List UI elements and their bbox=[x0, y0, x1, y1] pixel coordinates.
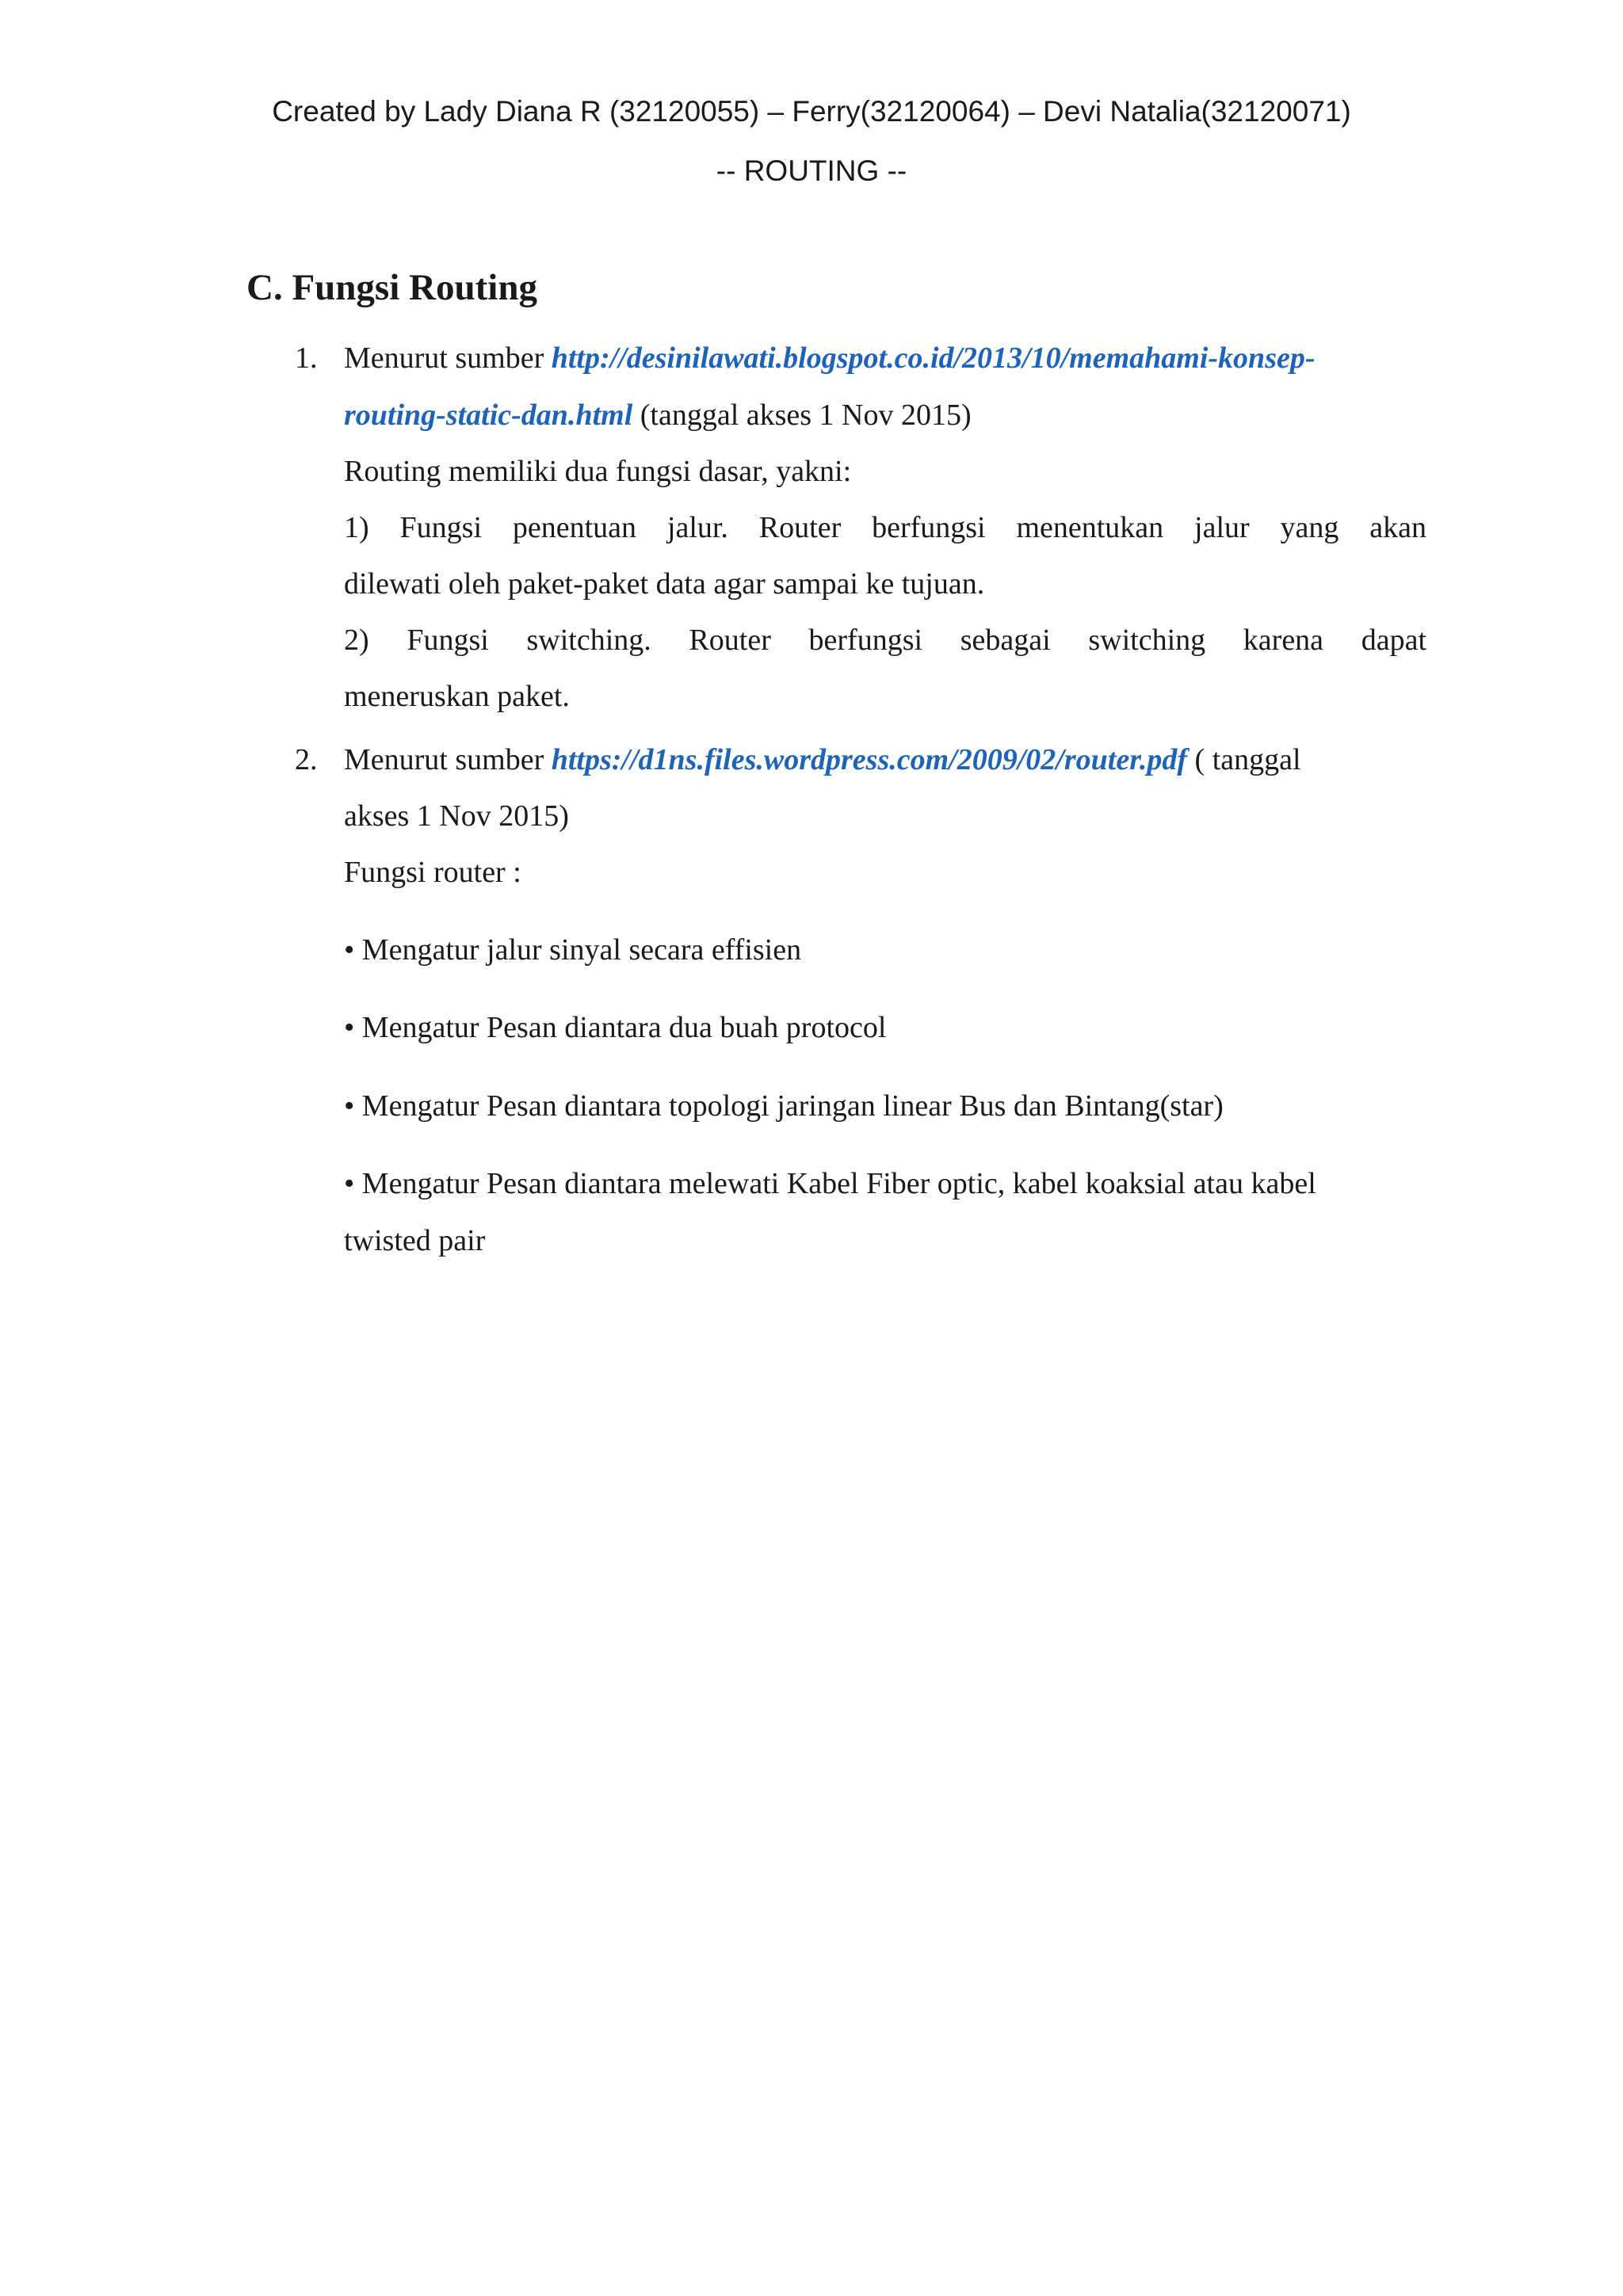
source-1-access-date: (tanggal akses 1 Nov 2015) bbox=[640, 399, 972, 432]
function-1-line2: dilewati oleh paket-paket data agar sampai ke tujuan. bbox=[344, 567, 985, 601]
bullet-item: • Mengatur Pesan diantara topologi jaringan linear Bus dan Bintang(star) bbox=[344, 1089, 1224, 1123]
bullet-item: • Mengatur Pesan diantara dua buah protocol bbox=[344, 1011, 887, 1044]
source-2-lead: Fungsi router : bbox=[344, 856, 521, 889]
source-1-line1 bbox=[344, 341, 1316, 376]
bullet-item: • Mengatur jalur sinyal secara effisien bbox=[344, 933, 802, 967]
function-2-line1 bbox=[344, 623, 1426, 658]
source-2-link[interactable]: https://d1ns.files.wordpress.com/2009/02/router.pdf bbox=[551, 743, 1188, 776]
function-2-line2: meneruskan paket. bbox=[344, 680, 570, 713]
bullet-item-continuation: twisted pair bbox=[344, 1224, 486, 1257]
source-1-link-part1[interactable]: http://desinilawati.blogspot.co.id/2013/10/memahami-konsep- bbox=[551, 341, 1316, 375]
header-credits: Created by Lady Diana R (32120055) – Ferry(32120064) – Devi Natalia(32120071) bbox=[272, 95, 1351, 128]
function-1-text: Fungsi penentuan jalur. Router berfungsi menentukan jalur yang akan bbox=[399, 511, 1427, 544]
source-1-intro: Menurut sumber bbox=[344, 341, 544, 375]
list-number-2: 2. bbox=[295, 743, 318, 776]
bullet-item: • Mengatur Pesan diantara melewati Kabel Fiber optic, kabel koaksial atau kabel bbox=[344, 1167, 1316, 1200]
function-1-label: 1) bbox=[344, 511, 369, 544]
source-1-link-part2[interactable]: routing-static-dan.html bbox=[344, 399, 633, 432]
source-2-intro: Menurut sumber bbox=[344, 743, 544, 776]
source-2-access-end: akses 1 Nov 2015) bbox=[344, 799, 569, 833]
source-2-line1 bbox=[344, 742, 1301, 777]
header-topic: -- ROUTING -- bbox=[716, 154, 907, 187]
function-2-label: 2) bbox=[344, 624, 369, 657]
list-number-1: 1. bbox=[295, 341, 318, 375]
function-1-line1 bbox=[344, 510, 1426, 545]
source-1-line2 bbox=[344, 398, 972, 433]
section-title: C. Fungsi Routing bbox=[246, 267, 537, 308]
function-2-text: Fungsi switching. Router berfungsi sebagai switching karena dapat bbox=[407, 624, 1427, 657]
source-2-access-start: ( tanggal bbox=[1194, 743, 1301, 776]
source-1-lead: Routing memiliki dua fungsi dasar, yakni: bbox=[344, 455, 852, 488]
